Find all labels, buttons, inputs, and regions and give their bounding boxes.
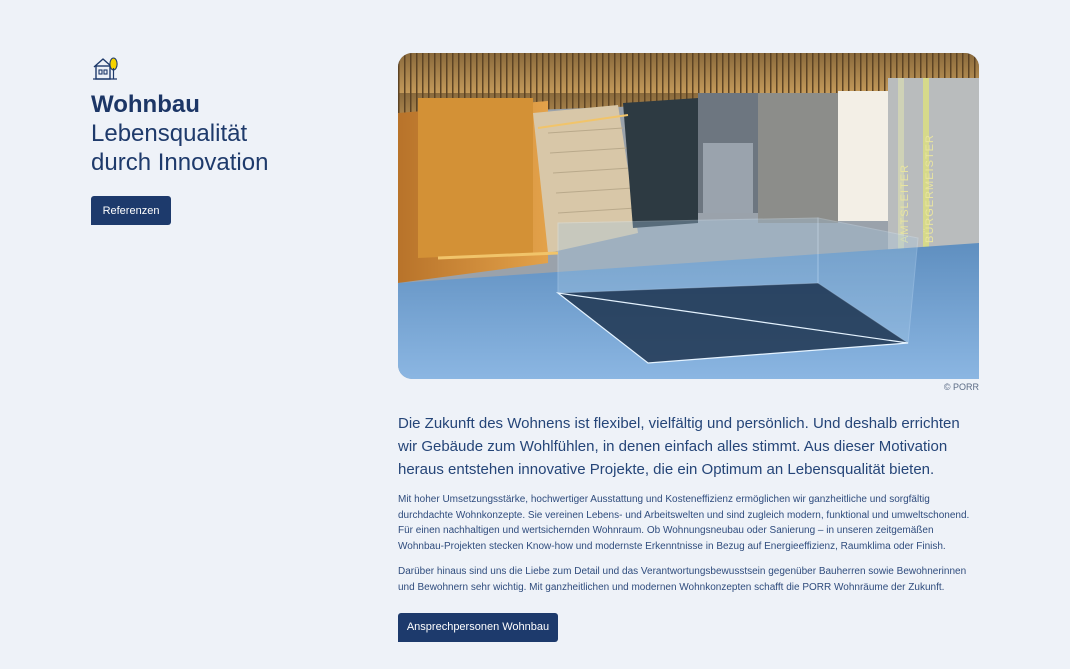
house-tree-icon — [91, 54, 119, 82]
subtitle-line-1: Lebensqualität — [91, 120, 248, 147]
image-credit: © PORR — [943, 382, 979, 392]
contact-persons-button[interactable]: Ansprechpersonen Wohnbau — [398, 613, 558, 642]
references-button[interactable]: Referenzen — [91, 196, 171, 225]
lead-paragraph: Die Zukunft des Wohnens ist flexibel, vielfältig und persönlich. Und deshalb errichten wir Gebäude zum Wohlfühlen, in denen einfach alles stimmt. Aus dieser Motivation heraus entstehen innovative Projekte, die ein Optimum an Lebensqualität bieten. — [398, 415, 960, 478]
body-paragraph-2: Darüber hinaus sind uns die Liebe zum Detail und das Verantwortungsbewusstsein gegenüber Bauherren sowie Bewohnerinnen und Bewohnern sehr wichtig. Mit ganzheitlichen und modernen Wohnkonzepten schafft die PORR Wohnräume der Zukunft. — [398, 566, 967, 593]
subtitle-line-2: durch Innovation — [91, 149, 269, 176]
wall-text-1: AMTSLEITER — [899, 163, 911, 243]
staircase-photo — [398, 53, 979, 379]
main-content — [398, 53, 979, 642]
page-title: Wohnbau — [91, 91, 200, 118]
intro-block — [91, 54, 351, 225]
body-paragraph-1: Mit hoher Umsetzungsstärke, hochwertiger Ausstattung und Kosteneffizienz ermöglichen wir ganzheitliche und sorgfältig durchdachte Wohnkonzepte. Sie vereinen Lebens- und Arbeitswelten und sind zugleich modern, funktional und umweltschonend. Für einen nachhaltigen und wertsichernden Wohnraum. Ob Wohnungsneubau oder Sanierung – in unseren zeitgemäßen Wohnbau-Projekten stecken Know-how und modernste Erkenntnisse in Bezug auf Energieeffizienz, Raumklima oder Finish. — [398, 494, 970, 552]
wall-text-2: BÜRGERMEISTER — [924, 134, 936, 243]
